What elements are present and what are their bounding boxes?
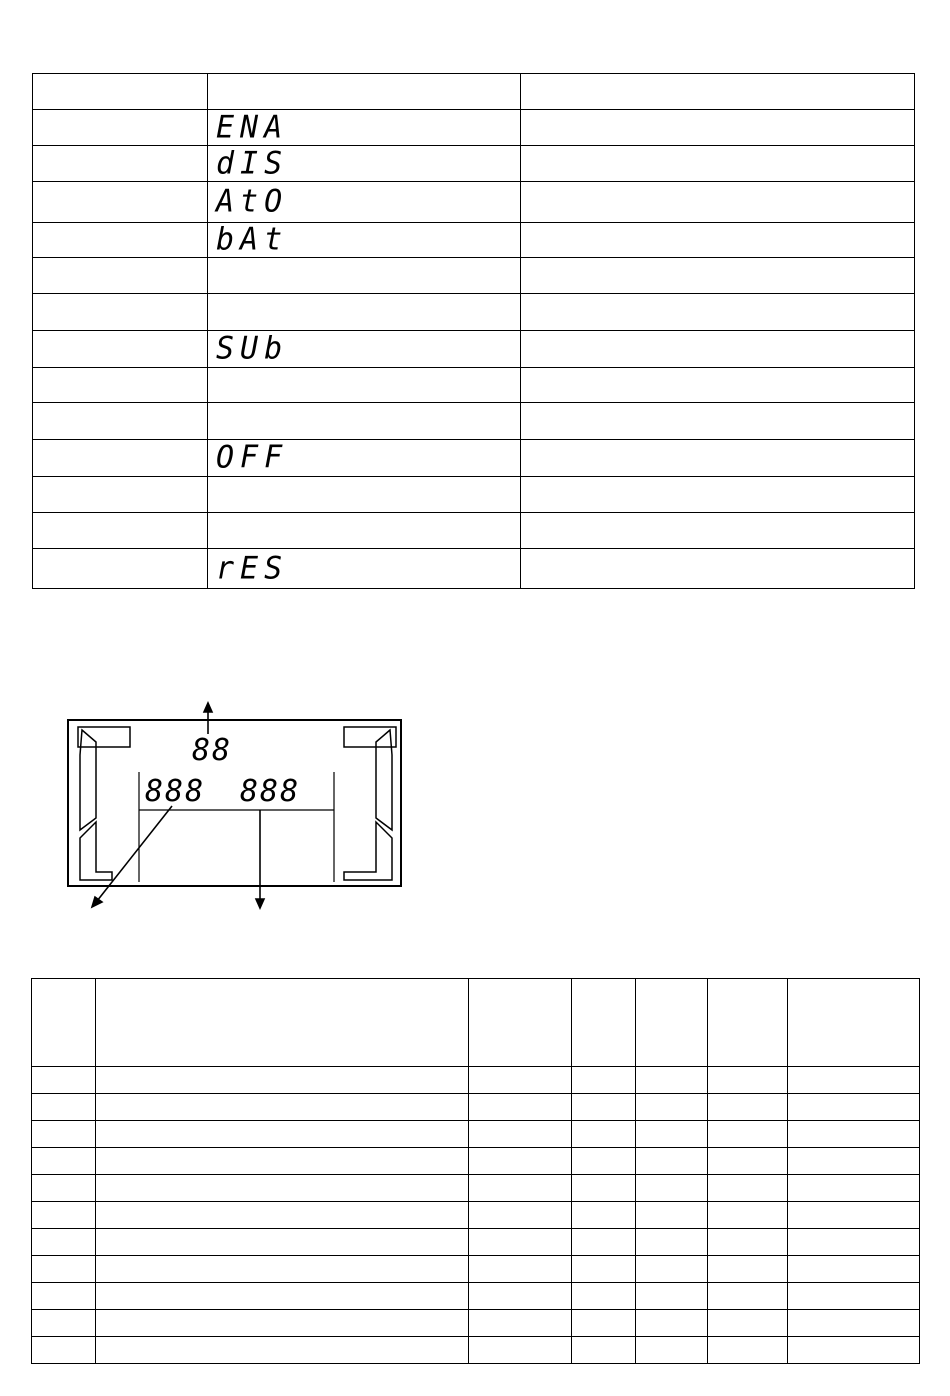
parameters-cell [469,1310,572,1337]
parameters-cell [636,1337,708,1364]
parameters-cell [636,1202,708,1229]
parameters-cell [572,1067,636,1094]
settings-cell-description [521,403,915,440]
settings-cell-display [208,182,521,223]
settings-cell-setting [33,549,208,589]
parameters-cell [636,1121,708,1148]
lcd-code-label: dIS [216,144,289,182]
settings-table-body [33,74,915,589]
parameters-cell [469,1094,572,1121]
parameters-cell [96,1148,469,1175]
parameters-cell [708,1283,788,1310]
parameters-cell [708,1148,788,1175]
settings-row [33,440,915,477]
parameters-row [32,1202,920,1229]
parameters-cell [572,979,636,1067]
parameters-cell [788,1337,920,1364]
parameters-cell [32,1256,96,1283]
settings-row [33,294,915,331]
settings-cell-description [521,368,915,403]
parameters-cell [708,979,788,1067]
settings-cell-description [521,440,915,477]
parameters-row [32,1148,920,1175]
parameters-cell [572,1202,636,1229]
parameters-cell [572,1094,636,1121]
parameters-cell [708,1310,788,1337]
parameters-table-body [32,979,920,1364]
settings-cell-description [521,258,915,294]
parameters-cell [788,1229,920,1256]
parameters-cell [788,1283,920,1310]
parameters-cell [32,979,96,1067]
settings-row [33,223,915,258]
settings-cell-display [208,258,521,294]
settings-row [33,368,915,403]
parameters-cell [788,1202,920,1229]
parameters-cell [469,1121,572,1148]
parameters-cell [96,1202,469,1229]
settings-row [33,110,915,146]
parameters-cell [32,1283,96,1310]
lcd-left-digits: 888 [145,774,206,809]
parameters-cell [32,1121,96,1148]
settings-cell-display [208,513,521,549]
parameters-cell [96,1283,469,1310]
parameters-cell [708,1067,788,1094]
settings-cell-display [208,331,521,368]
parameters-cell [708,1229,788,1256]
lcd-code-label: AtO [216,183,289,220]
parameters-table [31,978,920,1364]
parameters-cell [96,1256,469,1283]
settings-table [32,73,915,589]
parameters-cell [469,979,572,1067]
lcd-code-label: rES [216,549,289,587]
settings-cell-setting [33,182,208,223]
settings-cell-setting [33,110,208,146]
parameters-cell [636,979,708,1067]
parameters-cell [572,1256,636,1283]
lcd-code-label: bAt [216,221,289,258]
parameters-cell [708,1175,788,1202]
lcd-right-digits: 888 [240,774,301,809]
parameters-cell [636,1283,708,1310]
lcd-code-label: SUb [216,330,289,367]
parameters-cell [636,1310,708,1337]
parameters-cell [32,1310,96,1337]
settings-cell-display [208,74,521,110]
parameters-cell [572,1175,636,1202]
parameters-cell [32,1148,96,1175]
parameters-cell [636,1094,708,1121]
settings-cell-display [208,440,521,477]
settings-row [33,549,915,589]
parameters-cell [572,1310,636,1337]
parameters-cell [469,1148,572,1175]
parameters-row [32,1175,920,1202]
settings-cell-description [521,477,915,513]
settings-cell-description [521,146,915,182]
parameters-header-row [32,979,920,1067]
parameters-row [32,1256,920,1283]
settings-cell-description [521,110,915,146]
parameters-cell [32,1094,96,1121]
parameters-cell [572,1148,636,1175]
parameters-cell [572,1283,636,1310]
parameters-cell [96,1094,469,1121]
settings-cell-description [521,331,915,368]
settings-cell-description [521,182,915,223]
settings-cell-display [208,549,521,589]
parameters-row [32,1229,920,1256]
settings-cell-setting [33,513,208,549]
settings-row [33,477,915,513]
settings-row [33,146,915,182]
parameters-cell [636,1148,708,1175]
parameters-cell [788,1310,920,1337]
settings-cell-setting [33,74,208,110]
parameters-cell [32,1202,96,1229]
parameters-row [32,1067,920,1094]
parameters-cell [32,1067,96,1094]
parameters-row [32,1094,920,1121]
parameters-cell [469,1283,572,1310]
settings-cell-description [521,223,915,258]
settings-row [33,74,915,110]
parameters-cell [96,1121,469,1148]
parameters-cell [96,1310,469,1337]
parameters-cell [469,1067,572,1094]
settings-cell-display [208,146,521,182]
parameters-cell [469,1175,572,1202]
parameters-cell [708,1337,788,1364]
parameters-cell [572,1337,636,1364]
lcd-right-bracket [344,727,396,880]
settings-cell-description [521,294,915,331]
parameters-row [32,1337,920,1364]
parameters-cell [32,1229,96,1256]
parameters-cell [636,1256,708,1283]
parameters-row [32,1283,920,1310]
parameters-row [32,1121,920,1148]
lcd-top-digits: 88 [192,733,233,768]
settings-row [33,513,915,549]
parameters-cell [788,979,920,1067]
parameters-cell [96,1175,469,1202]
lcd-code-label: OFF [216,439,289,476]
parameters-cell [788,1121,920,1148]
parameters-cell [788,1175,920,1202]
settings-cell-display [208,368,521,403]
lcd-left-bracket [78,727,130,880]
parameters-cell [708,1202,788,1229]
settings-row [33,182,915,223]
parameters-cell [96,979,469,1067]
settings-cell-display [208,477,521,513]
parameters-cell [788,1256,920,1283]
settings-row [33,403,915,440]
settings-cell-description [521,513,915,549]
parameters-cell [708,1256,788,1283]
settings-cell-description [521,549,915,589]
settings-cell-description [521,74,915,110]
parameters-cell [32,1337,96,1364]
parameters-cell [469,1337,572,1364]
settings-cell-display [208,403,521,440]
settings-cell-setting [33,223,208,258]
parameters-cell [708,1094,788,1121]
parameters-cell [32,1175,96,1202]
parameters-row [32,1310,920,1337]
parameters-cell [788,1067,920,1094]
settings-cell-display [208,223,521,258]
parameters-cell [788,1148,920,1175]
settings-row [33,258,915,294]
lcd-display-diagram [0,690,450,920]
parameters-cell [96,1337,469,1364]
parameters-cell [788,1094,920,1121]
parameters-cell [96,1067,469,1094]
parameters-cell [636,1067,708,1094]
settings-cell-setting [33,403,208,440]
lcd-panel-frame [68,720,401,886]
settings-cell-display [208,294,521,331]
parameters-cell [469,1229,572,1256]
settings-cell-setting [33,146,208,182]
lcd-code-label: ENA [216,108,289,146]
parameters-cell [636,1229,708,1256]
parameters-cell [636,1175,708,1202]
parameters-cell [469,1256,572,1283]
parameters-cell [96,1229,469,1256]
settings-cell-setting [33,477,208,513]
settings-cell-display [208,110,521,146]
parameters-cell [572,1229,636,1256]
settings-cell-setting [33,440,208,477]
settings-cell-setting [33,368,208,403]
settings-row [33,331,915,368]
settings-cell-setting [33,294,208,331]
parameters-cell [572,1121,636,1148]
parameters-cell [708,1121,788,1148]
settings-cell-setting [33,258,208,294]
parameters-cell [469,1202,572,1229]
settings-cell-setting [33,331,208,368]
